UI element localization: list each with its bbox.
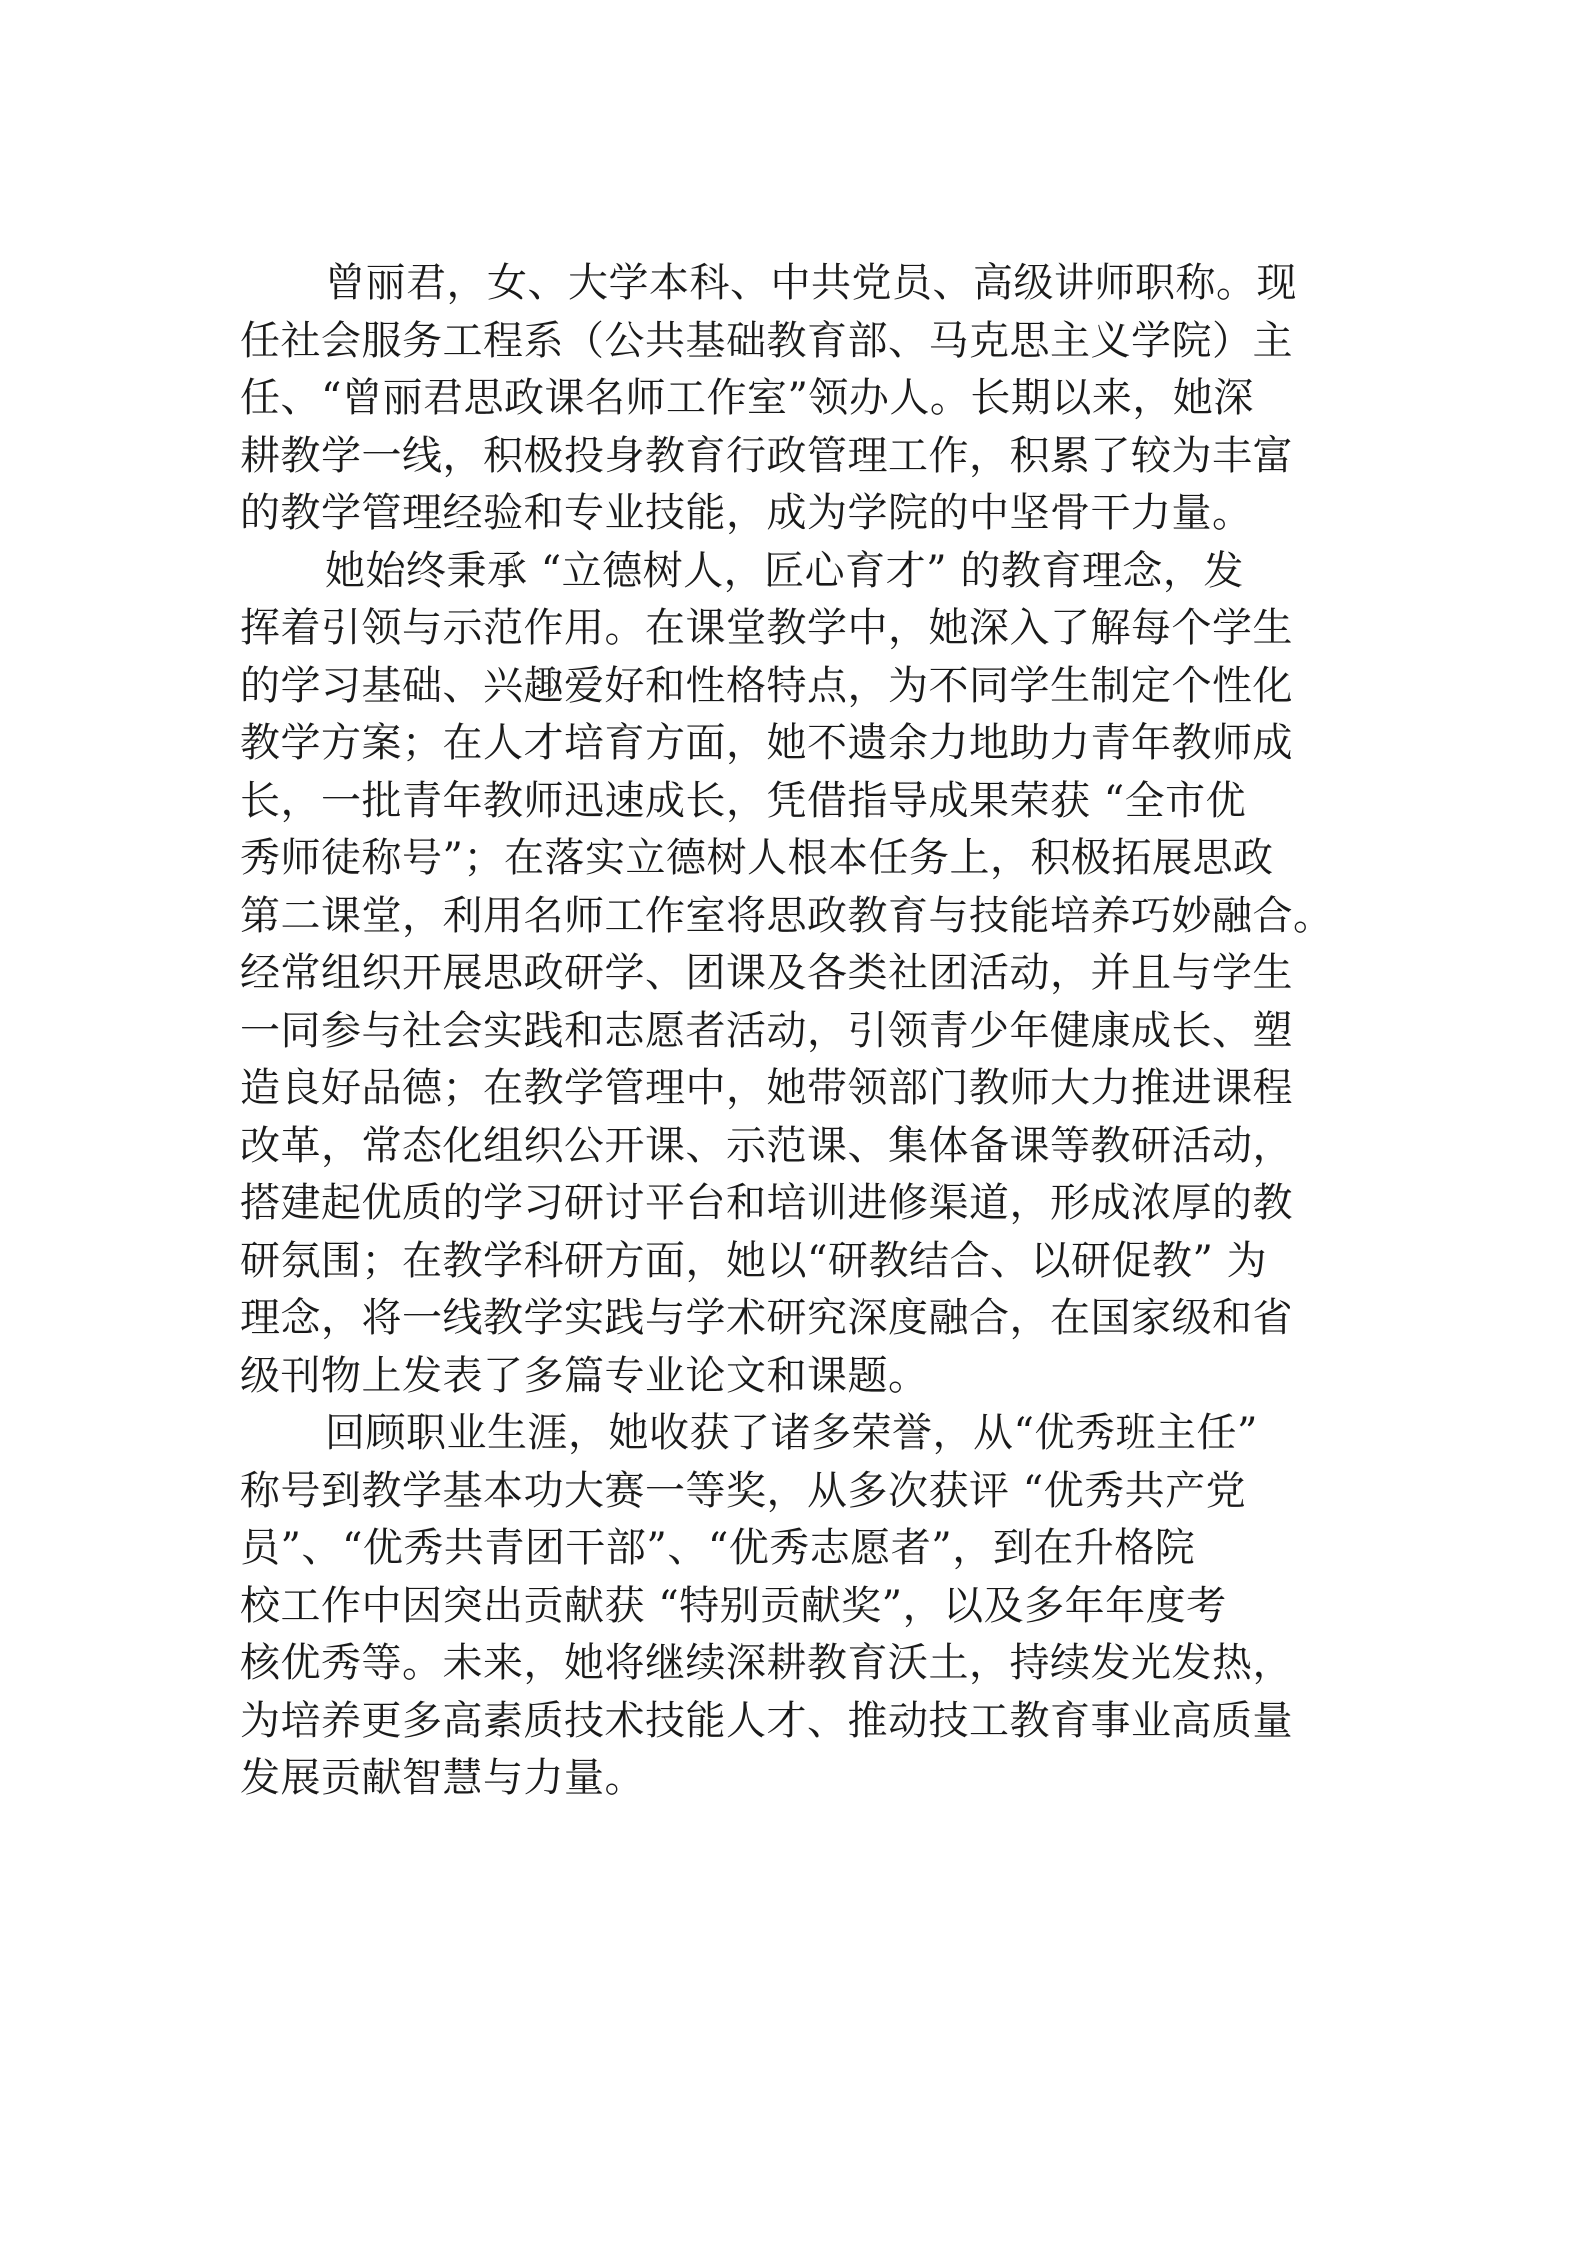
text-line: 级刊物上发表了多篇专业论文和课题。 xyxy=(240,1352,929,1399)
text-line: 任社会服务工程系（公共基础教育部、马克思主义学院）主 xyxy=(240,317,1293,364)
text-line: 的教学管理经验和专业技能，成为学院的中坚骨干力量。 xyxy=(240,490,1253,536)
text-line: 的学习基础、兴趣爱好和性格特点，为不同学生制定个性化 xyxy=(240,662,1293,709)
text-line: 任、“曾丽君思政课名师工作室”领办人。长期以来，她深 xyxy=(240,375,1254,421)
text-line: 理念，将一线教学实践与学术研究深度融合，在国家级和省 xyxy=(240,1295,1293,1341)
text-line: 曾丽君，女、大学本科、中共党员、高级讲师职称。现 xyxy=(325,260,1297,306)
text-line: 教学方案；在人才培育方面，她不遗余力地助力青年教师成 xyxy=(240,720,1293,766)
paragraph-3 xyxy=(240,1405,1360,1808)
text-line: 称号到教学基本功大赛一等奖，从多次获评 “优秀共产党 xyxy=(240,1467,1247,1514)
text-line: 改革，常态化组织公开课、示范课、集体备课等教研活动， xyxy=(240,1122,1293,1169)
paragraph-2 xyxy=(240,543,1360,1406)
text-line: 挥着引领与示范作用。在课堂教学中，她深入了解每个学生 xyxy=(240,605,1293,651)
document-body xyxy=(240,255,1360,1808)
paragraph-1 xyxy=(240,255,1360,543)
text-line: 核优秀等。未来，她将继续深耕教育沃土，持续发光发热， xyxy=(240,1640,1293,1686)
text-line: 员”、“优秀共青团干部”、“优秀志愿者”，到在升格院 xyxy=(240,1525,1196,1571)
text-line: 经常组织开展思政研学、团课及各类社团活动，并且与学生 xyxy=(240,950,1293,996)
text-line: 研氛围；在教学科研方面，她以“研教结合、以研促教” 为 xyxy=(240,1237,1268,1284)
text-line: 一同参与社会实践和志愿者活动，引领青少年健康成长、塑 xyxy=(240,1007,1293,1054)
text-line: 为培养更多高素质技术技能人才、推动技工教育事业高质量 xyxy=(240,1697,1293,1744)
text-line: 秀师徒称号”；在落实立德树人根本任务上，积极拓展思政 xyxy=(240,835,1274,881)
text-line: 校工作中因突出贡献获 “特别贡献奖”，以及多年年度考 xyxy=(240,1582,1227,1629)
text-line: 回顾职业生涯，她收获了诸多荣誉，从“优秀班主任” xyxy=(325,1410,1258,1456)
text-line: 搭建起优质的学习研讨平台和培训进修渠道，形成浓厚的教 xyxy=(240,1180,1293,1226)
text-line: 耕教学一线，积极投身教育行政管理工作，积累了较为丰富 xyxy=(240,432,1293,479)
text-line: 她始终秉承 “立德树人，匠心育才” 的教育理念，发 xyxy=(325,547,1244,594)
text-line: 长，一批青年教师迅速成长，凭借指导成果荣获 “全市优 xyxy=(240,777,1247,824)
text-line: 发展贡献智慧与力量。 xyxy=(240,1755,645,1801)
text-line: 造良好品德；在教学管理中，她带领部门教师大力推进课程 xyxy=(240,1065,1293,1111)
text-line: 第二课堂，利用名师工作室将思政教育与技能培养巧妙融合。 xyxy=(240,892,1334,939)
